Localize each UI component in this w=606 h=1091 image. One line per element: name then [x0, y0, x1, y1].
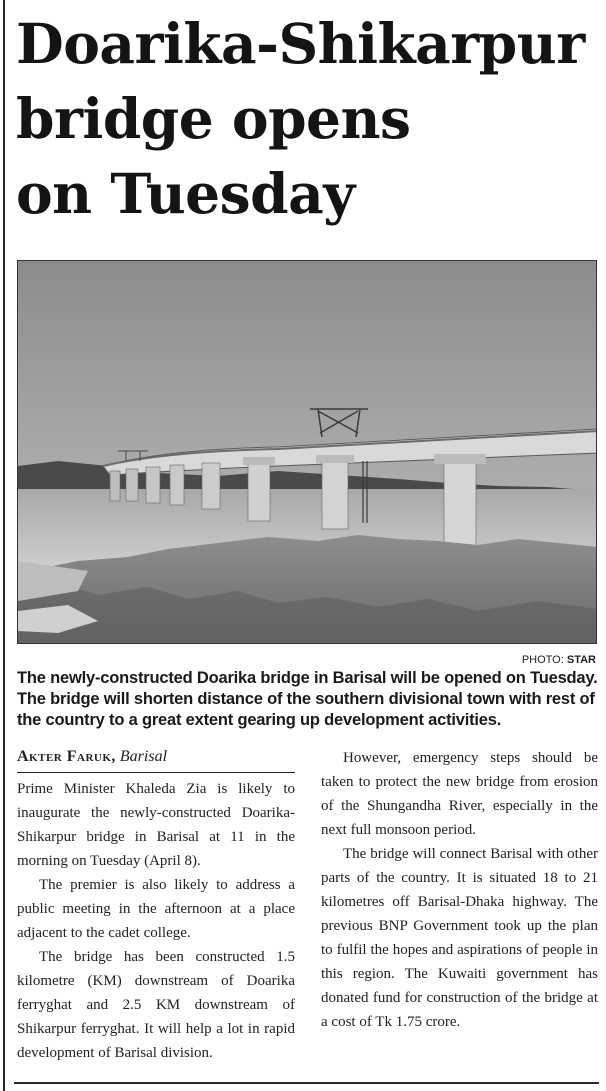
headline-line-3: on Tuesday	[16, 161, 355, 226]
bridge-photo	[17, 260, 597, 644]
headline-line-1: Doarika-Shikarpur	[16, 11, 585, 76]
byline-place: Barisal	[119, 748, 168, 765]
headline	[16, 6, 606, 231]
headline-line-2: bridge opens	[16, 86, 411, 151]
photo-credit	[522, 654, 596, 666]
left-column-rule	[3, 0, 5, 1091]
article-paragraph: The premier is also likely to address a public meeting in the afternoon at a place adjacent to the cadet college.	[17, 877, 295, 941]
bridge-photo-image	[18, 261, 597, 644]
byline-author: Akter Faruk,	[17, 748, 116, 765]
byline	[17, 746, 295, 773]
photo-caption: The newly-constructed Doarika bridge in Barisal will be opened on Tuesday. The bridge will shorten distance of the southern divisional town with rest of the country to a great extent gearing up development activities.	[17, 669, 598, 729]
photo-credit-label: PHOTO:	[521, 654, 564, 666]
article-paragraph: The bridge will connect Barisal with other parts of the country. It is situated 18 to 21 kilometres off Barisal-Dhaka highway. The previous BNP Government took up the plan to fulfil the hopes and aspirations of people in this region. The Kuwaiti government has donated fund for construction of the bridge at a cost of Tk 1.75 crore.	[321, 846, 598, 1030]
article-column-right	[321, 746, 598, 1034]
photo-credit-source: STAR	[566, 654, 596, 666]
article-paragraph: Prime Minister Khaleda Zia is likely to inaugurate the newly-constructed Doarika-Shikarpur bridge in Barisal at 11 in the morning on Tuesday (April 8).	[17, 781, 295, 869]
article-column-left	[17, 746, 295, 1065]
article-paragraph: However, emergency steps should be taken to protect the new bridge from erosion of the Shungandha River, especially in the next full monsoon period.	[321, 750, 598, 838]
bottom-rule	[14, 1082, 599, 1084]
article-paragraph: The bridge has been constructed 1.5 kilometre (KM) downstream of Doarika ferryghat and 2.5 KM downstream of Shikarpur ferryghat. It will help a lot in rapid development of Barisal division.	[17, 949, 295, 1061]
